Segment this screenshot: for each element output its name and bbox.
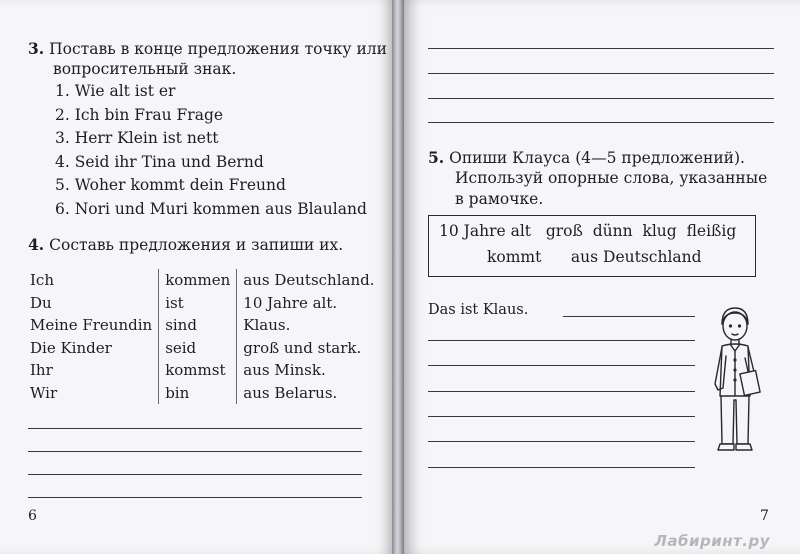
sentence-number: 3. — [55, 129, 70, 147]
subject-cell: Wir — [30, 383, 58, 402]
answer-line[interactable] — [428, 340, 695, 341]
right-page — [404, 0, 800, 554]
task4-number: 4. — [28, 235, 45, 254]
keyword: dünn — [592, 222, 633, 240]
task4-word-table — [28, 269, 381, 404]
task3-sentence — [55, 80, 367, 104]
keyword: klug — [642, 222, 677, 240]
table-row — [28, 382, 381, 405]
task3-sentence — [55, 104, 367, 128]
complement-cell: aus Belarus. — [243, 383, 338, 402]
table-row — [28, 292, 381, 315]
sentence-text: Woher kommt dein Freund — [74, 176, 286, 194]
answer-line[interactable] — [428, 48, 774, 49]
keyword-row-2 — [487, 248, 702, 266]
verb-cell: sind — [159, 314, 237, 337]
answer-line[interactable] — [563, 316, 695, 317]
watermark-logo: Лабиринт.ру — [654, 532, 770, 550]
answer-line[interactable] — [428, 441, 695, 442]
task3-sentence — [55, 151, 367, 175]
keyword: aus Deutschland — [570, 248, 702, 266]
subject-cell: Ihr — [30, 361, 53, 380]
verb-cell: ist — [159, 292, 237, 315]
subject-cell: Meine Freundin — [30, 316, 153, 335]
sentence-text: Ich bin Frau Frage — [74, 105, 224, 124]
left-page — [0, 0, 392, 554]
sentence-number: 6. — [55, 199, 70, 218]
page-number-right: 7 — [760, 508, 769, 524]
keyword: groß — [545, 222, 583, 240]
keyword: kommt — [487, 248, 542, 266]
answer-line[interactable] — [428, 73, 774, 74]
answer-line[interactable] — [28, 428, 362, 429]
task5-instruction-line3: в рамочке. — [455, 190, 544, 208]
complement-cell: aus Minsk. — [243, 361, 326, 380]
task5-instruction-line1: Опиши Клауса (4—5 предложений). — [449, 149, 745, 167]
task3-number: 3. — [28, 39, 45, 58]
task3-sentence — [55, 198, 367, 222]
verb-cell: kommen — [159, 269, 237, 292]
table-row — [28, 359, 381, 382]
answer-line[interactable] — [28, 474, 362, 475]
task3-instruction-line1: Поставь в конце предложения точку или — [49, 40, 387, 58]
task5-instruction-line2: Используй опорные слова, указанные — [455, 169, 768, 187]
keyword: fleißig — [686, 222, 737, 240]
subject-cell: Ich — [30, 271, 54, 290]
sentence-text: Herr Klein ist nett — [74, 129, 219, 147]
answer-line[interactable] — [428, 98, 774, 99]
answer-line[interactable] — [28, 451, 362, 452]
task5-number: 5. — [428, 148, 445, 167]
subject-cell: Du — [30, 293, 52, 312]
sentence-number: 2. — [55, 105, 70, 124]
answer-line[interactable] — [428, 467, 695, 468]
task4-instruction: Составь предложения и запиши их. — [49, 236, 344, 254]
keyword: 10 Jahre alt — [439, 222, 532, 240]
table-row — [28, 337, 381, 360]
answer-line[interactable] — [428, 122, 774, 123]
answer-line[interactable] — [428, 416, 695, 417]
task5-header — [428, 147, 745, 169]
sentence-number: 5. — [55, 176, 70, 194]
task4-header — [28, 234, 343, 256]
sentence-text: Nori und Muri kommen aus Blauland — [74, 199, 367, 218]
complement-cell: groß und stark. — [243, 338, 362, 357]
sentence-text: Seid ihr Tina und Bernd — [74, 152, 264, 171]
table-row — [28, 314, 381, 337]
start-sentence: Das ist Klaus. — [428, 302, 529, 318]
complement-cell: 10 Jahre alt. — [243, 293, 338, 312]
task3-instruction-line2: вопросительный знак. — [53, 60, 237, 78]
task3-sentence-list — [55, 80, 367, 221]
page-number-left: 6 — [28, 508, 37, 524]
verb-cell: seid — [159, 337, 237, 360]
task3-header — [28, 38, 387, 60]
klaus-boy-illustration — [700, 304, 770, 456]
sentence-text: Wie alt ist er — [74, 82, 176, 100]
verb-cell: bin — [159, 382, 237, 405]
table-row — [28, 269, 381, 292]
complement-cell: Klaus. — [243, 316, 291, 335]
sentence-number: 1. — [55, 82, 70, 100]
answer-line[interactable] — [428, 391, 695, 392]
keyword-row-1 — [439, 222, 736, 240]
task3-sentence — [55, 174, 367, 198]
answer-line[interactable] — [428, 365, 695, 366]
answer-line[interactable] — [28, 497, 362, 498]
complement-cell: aus Deutschland. — [243, 271, 375, 290]
verb-cell: kommst — [159, 359, 237, 382]
sentence-number: 4. — [55, 152, 70, 171]
subject-cell: Die Kinder — [30, 338, 112, 357]
book-gutter — [392, 0, 404, 554]
task3-sentence — [55, 127, 367, 151]
keyword-box — [428, 215, 756, 277]
